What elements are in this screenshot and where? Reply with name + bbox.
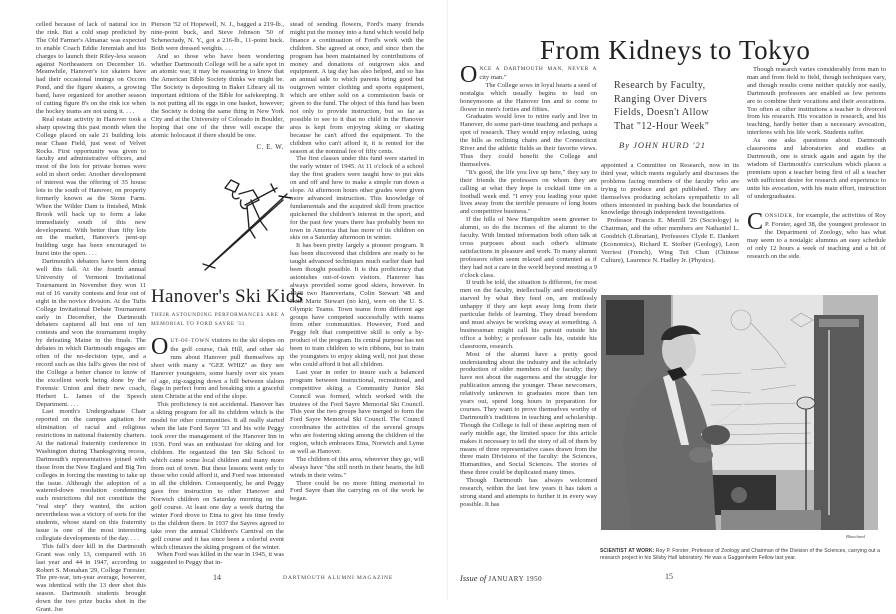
drop-cap: O: [151, 334, 169, 360]
paragraph: Though Dartmouth has always welcomed research, within the last few years it has taken a strong stand and attempts to further it in every way possible. It has: [460, 477, 597, 508]
paragraph: If truth be told, the situation is different, for most men on the faculty, intellectually and emotionally starved by what they feed on, are restlessly unhappy if they are kept away long from their particular fields of learning. They dread boredom and must always be working away at something. A businessman might call his pursuit outside his office a hobby; a professor calls his, outside his classroom, research.: [460, 279, 597, 350]
issue-date: JANUARY 1950: [488, 575, 543, 583]
paragraph: "It's good, the life you live up here," they say to their friends the professors on whom they are calling at what they hope is cocktail time on a football week end. "I envy you leading your quiet lives away from the terrible pressure of long hours and competitive business.": [460, 168, 597, 216]
paragraph: The first classes under this fund were started in the early winter of 1945. At 11 o'clock of a school day the first graders were taught how to put skis on and off and how to make a simple run down a slope. At afternoon hours other grades were given more advanced instruction. This knowledge of fundamentals and the acquired skill from practice quickened the children's interest in the sport, and for the past few years there has probably been no town in America that has more of its children on skis on a Saturday afternoon in winter.: [290, 155, 424, 242]
paragraph: This fall's deer kill in the Dartmouth Grant was only 13, compared with 16 last year and 44 in 1947, according to Robert S. Monahan '29, College Forester. The pre-war, ten-year average, however, was identical with the 13 deer shot this season. Dartmouth students brought down the two prize bucks shot in the Grant. Joe: [36, 542, 146, 614]
left-column-2-ski-body: [151, 334, 284, 567]
paragraph: appointed a Committee on Research, now in its third year, which meets regularly and discusses the problems facing members of the faculty who are trying to produce and get published. They are themselves producing scholars sympathetic to all others interested in pushing back the boundaries of knowledge through independent investigations.: [601, 162, 739, 217]
lead-smallcaps: ONSIDER,: [765, 213, 795, 220]
magazine-name-footer: DARTMOUTH ALUMNI MAGAZINE: [283, 575, 394, 581]
lead-smallcaps: UT-OF-TOWN: [170, 338, 210, 344]
paragraph: Graduates would love to retire early and live in Hanover, do some part-time teaching and perhaps a spot of research. They would enjoy relaxing, using the hills as reclining chairs and the Connecticut River and the athletic fields as their favorite views. Thus they could benefit the College and themselves.: [460, 113, 597, 168]
paragraph: celled because of lack of natural ice in the rink. But a cold snap predicted by The Old Farmer's Almanac was expected to enable Coach Eddie Jeremiah and his charges to launch their Riley-less season against Northeastern on December 16. Meanwhile, Hanover's ice skaters have had their occasional innings on Occom Pond, and the figure skaters, a growing band, have organized for another season of cutting figure 8's on the rink ice when the hockey teams are not using it. . . .: [36, 21, 146, 115]
paragraph: If the hills of New Hampshire seem greener to alumni, so do the incomes of the alumni to the faculty. With limited information both often talk at cross purposes about each other's ultimate satisfactions in pleasure and work. To many alumni professors often seem relaxed and contented as if they had not a care in the world beyond meeting a 9 o'clock class.: [460, 216, 597, 279]
paragraph: The children of this area, wherever they go, will always have "the still north in their hearts, the hill winds in their veins.": [290, 455, 424, 479]
lead-paragraph: [460, 62, 597, 88]
paragraph: When Ford was killed in the war in 1945, it was suggested to Peggy that in-: [151, 551, 284, 567]
paragraph: Last year in order to insure such a balanced program between instructional, recreational, and competitive skiing a Community Junior Ski Council was formed, which worked with the trustees of the Ford Sayre Memorial Ski Council. This year the two groups have merged to form the Ford Sayre Memorial Ski Council. The Council coordinates the activities of the several groups who are fostering skiing among the children of the region, which embraces Etna, Norwich and Lyme as well as Hanover.: [290, 368, 424, 455]
paragraph: Dartmouth's debaters have been doing well this fall. At the fourth annual University of Vermont Invitational Tournament in November they won 11 out of 16 varsity contests and four out of eight in the novice division. At the Tufts College Invitational Debate Tournament early in December, the Dartmouth debaters captured all but one of ten contests and won the tournament trophy by defeating Maine in the finals. The debates in which Dartmouth engages are often of the no-decision type, and a record such as this fall's gives the rest of the College a better chance to know of the excellent work being done by the Forensic Union and their new coach, Herbert L. James of the Speech Department. . . .: [36, 258, 146, 408]
lead-paragraph: [151, 334, 284, 401]
byline: By JOHN HURD '21: [619, 140, 706, 150]
left-column-2-top: [151, 21, 284, 171]
lead-text: for example, the activities of Roy P. Forster, aged 38, the youngest professor in the Department of Zoology, who has what may seem to a nostalgic alumnus an easy schedule of only 12 hours a week of teaching and a bit of research on the side.: [747, 212, 886, 260]
paragraph: As one asks questions about Dartmouth classrooms and laboratories and studies at Dartmouth, one is struck again and again by the wisdom of Dartmouth's curriculum which places a premium upon a teacher being first of all a teacher with sufficient desire for research and experience to unite his avocation, with his main effort, instruction of undergraduates.: [747, 137, 886, 200]
paragraph: This proficiency is not accidental. Hanover has a skiing program for all its children which is the model for other communities. It all really started when the late Ford Sayre '33 and his wife Peggy took over the management of the Hanover Inn in 1936. Ford was an enthusiast for skiing and for children. He organized the Inn Ski School to which came some local children and many more from out of town. But these lessons went only to those who could afford it, and Ford was interested in all the children. Consequently, he and Peggy gave free instruction to other Hanover and Norwich children on Saturday morning on the golf course. At least one day a week during the winter Ford drove to Etna to give his time freely to the children there. In 1937 the Sayres agreed to take over the annual Children's Carnival on the golf course and it has since been a colorful event which climaxes the skiing program of the winter.: [151, 401, 284, 551]
photo-credit: Blanchard: [846, 534, 865, 539]
paragraph: Though research varies considerably from man to man and from field to field, though techniques vary, and though results come neither quickly nor easily, Dartmouth professors are enabled as few persons are to combine their vocations and their avocations. Too often at other institutions a teacher is divorced from his research. His vocation is research, and his teaching, hardly better than a necessary avocation, interferes with his life work. Students suffer.: [747, 66, 886, 137]
left-column-3: [290, 21, 424, 534]
issue-prefix: Issue of: [460, 573, 487, 583]
signature: C. E. W.: [256, 142, 284, 151]
paragraph: Professor Francis E. Merrill '26 (Sociology) is Chairman, and the other members are Nathaniel L. Goodrich (Librarian), Professors Clyde E. Dankert (Economics), Richard E. Stoiber (Geology), Leon Verriest (French), Wing Tsit Chan (Chinese Culture), Laurence N. Hadley Jr. (Physics).: [601, 217, 739, 264]
lead-text: visitors to the ski slopes on the golf course, Oak Hill, and other ski runs about Hanover pull themselves up short with many a "GEE WHIZ" as they see Hanover youngsters, some barely over six years of age, zig-zagging down a hill between slalom flags in perfect form and breaking into a graceful stem Christie at the end of the slope.: [151, 337, 284, 401]
issue-footer: [460, 573, 542, 583]
article-title: From Kidneys to Tokyo: [540, 35, 811, 65]
paragraph: Real estate activity in Hanover took a sharp upswing this past month when the College placed on sale 21 building lots near Chase Field, just west of Velvet Rocks. First opportunity was given to faculty and administrative officers, and most of the lots for private homes were sold in short order. Another development of interest was the offering of 35 house lots to the south of Hanover, on property formerly known as the Stone Farm. When the Wilder Dam is finished, Mink Brook will back up to form a lake immediately south of this new development. With better than fifty lots on the market, Hanover's pent-up building urge has been encouraged to burst into the open. . . .: [36, 115, 146, 258]
paragraph: And so those who have been wondering whether Dartmouth College will be a safe spot in an atomic war, it may be reassuring to know that the American Bible Society thinks we might be. The Society is depositing in Baker Library all its important editions of the Bible for safekeeping. It is not putting all its eggs in one basket, however; the Society is doing the same thing in New York City and at the University of Colorado in Boulder, hoping that one of the three will escape the atomic holocaust if there should be one.: [151, 52, 284, 139]
ski-article-title: Hanover's Ski Kids: [151, 286, 304, 307]
paragraph: The College sows in loyal hearts a seed of nostalgia which usually begins to bud on honeymoons at the Hanover Inn and to come to flower in men's forties and fifties.: [460, 81, 597, 113]
caption-lead: SCIENTIST AT WORK:: [600, 548, 655, 554]
paragraph: There could be no more fitting memorial to Ford Sayre than the carrying on of the work he began.: [290, 479, 424, 503]
section-lead-paragraph: [747, 209, 886, 260]
left-column-1: [36, 21, 146, 614]
page-number-left: 14: [213, 573, 221, 582]
drop-cap: C: [747, 209, 764, 236]
paragraph: Most of the alumni have a pretty good understanding about the industry and the scholarly production of older members of the faculty; they have not about the eagerness and the struggle for publication among the younger. These newcomers, relatively unknown to graduates more than ten years out, spend long hours in preparation for courses. They want to prove themselves worthy of Dartmouth's traditions in teaching and scholarship. Though the College is full of these aspiring men of early middle age, the limited space for this article makes it necessary to tell the story of all of them by means of three representative cases drawn from the three main Divisions of the faculty: the Sciences, Humanities, and Social Sciences. The stories of these three could be duplicated many times.: [460, 350, 597, 477]
ski-article-subtitle: THEIR ASTOUNDING PERFORMANCES ARE A MEMORIAL TO FORD SAYRE '33: [151, 312, 285, 327]
paragraph: Last month's Undergraduate Chair reported on the campus agitation for elimination of racial and religious restrictions in national fraternity charters. At the national fraternity conference in Washington during Thanksgiving recess, Dartmouth's representatives joined with those from the New England and Big Ten colleges in forcing the meeting to take up the issue. Although the adoption of a watered-down resolution condemning such restrictions did not constitute the "real step" they wanted, the action nevertheless was a victory of sorts for the students, whose stand on this fraternity issue is one of the most interesting collegiate developments of the day. . . .: [36, 408, 146, 542]
lead-text: city man.": [479, 73, 507, 81]
paragraph: It has been pretty largely a pioneer program. It has been discovered that children are ready to be taught advanced techniques much earlier than had been thought possible. It is this proficiency that astonishes out-of-town visitors. Hanover has always provided some good skiers, however. In 1948 two Hanoverians, Colin Stewart '48 and Ruth Marie Stewart (no kin), were on the U. S. Olympic Teams. Town teams from different age groups have competed successfully with teams from other communities. However, Ford and Peggy felt that competitive skill is only a by-product of the program. Its central purpose has not been to train children to win ribbons, but to train the youngsters to enjoy skiing well, not just those who could afford it but all children.: [290, 242, 424, 368]
right-column-3: [747, 66, 886, 277]
page-number-right: 15: [665, 572, 673, 581]
photo-caption: [600, 548, 880, 562]
paragraph: stead of sending flowers, Ford's many friends might put the money into a fund which would help finance a continuation of Ford's work with the children. She agreed at once, and since then the program has been maintained by contributions of money and donations of outgrown skis and equipment. A tag day has also helped, and so has an annual sale to which parents bring good but outgrown winter clothing and sports equipment, which are either sold on a commission basis or given to the fund. The object of this fund has been not only to provide instruction, but so far as possible to see to it that no child in the Hanover area is kept from enjoying skiing or skating because he can't afford the equipment. To the children who can't afford it, it is rented for the season at the nominal fee of fifty cents.: [290, 21, 424, 155]
drop-cap: O: [460, 62, 478, 88]
skier-illustration: [195, 170, 305, 275]
article-deck: Research by Faculty, Ranging Over Divers Fields, Doesn't Allow That "12-Hour Week": [614, 80, 710, 132]
paragraph: Pierson '52 of Hopewell, N. J., bagged a 219-lb., nine-point buck, and Steve Johnson '50 of Schenectady, N. Y., got a 216-lb., 11-point buck. Both were dressed weights. . . .: [151, 21, 284, 52]
scientist-photo: [601, 295, 878, 530]
photo-rendering: [601, 295, 878, 530]
right-column-2: [601, 162, 739, 282]
lead-smallcaps: NCE A DARTMOUTH MAN, NEVER A: [479, 66, 597, 72]
page-fold: [447, 0, 448, 600]
right-column-1: [460, 62, 597, 534]
caption-text: Roy P. Forster, Professor of Zoology and Chairman of the Division of the Sciences, carrying out a research project in his Silsby Hall laboratory. He was a Guggenheim Fellow last year.: [600, 548, 880, 561]
